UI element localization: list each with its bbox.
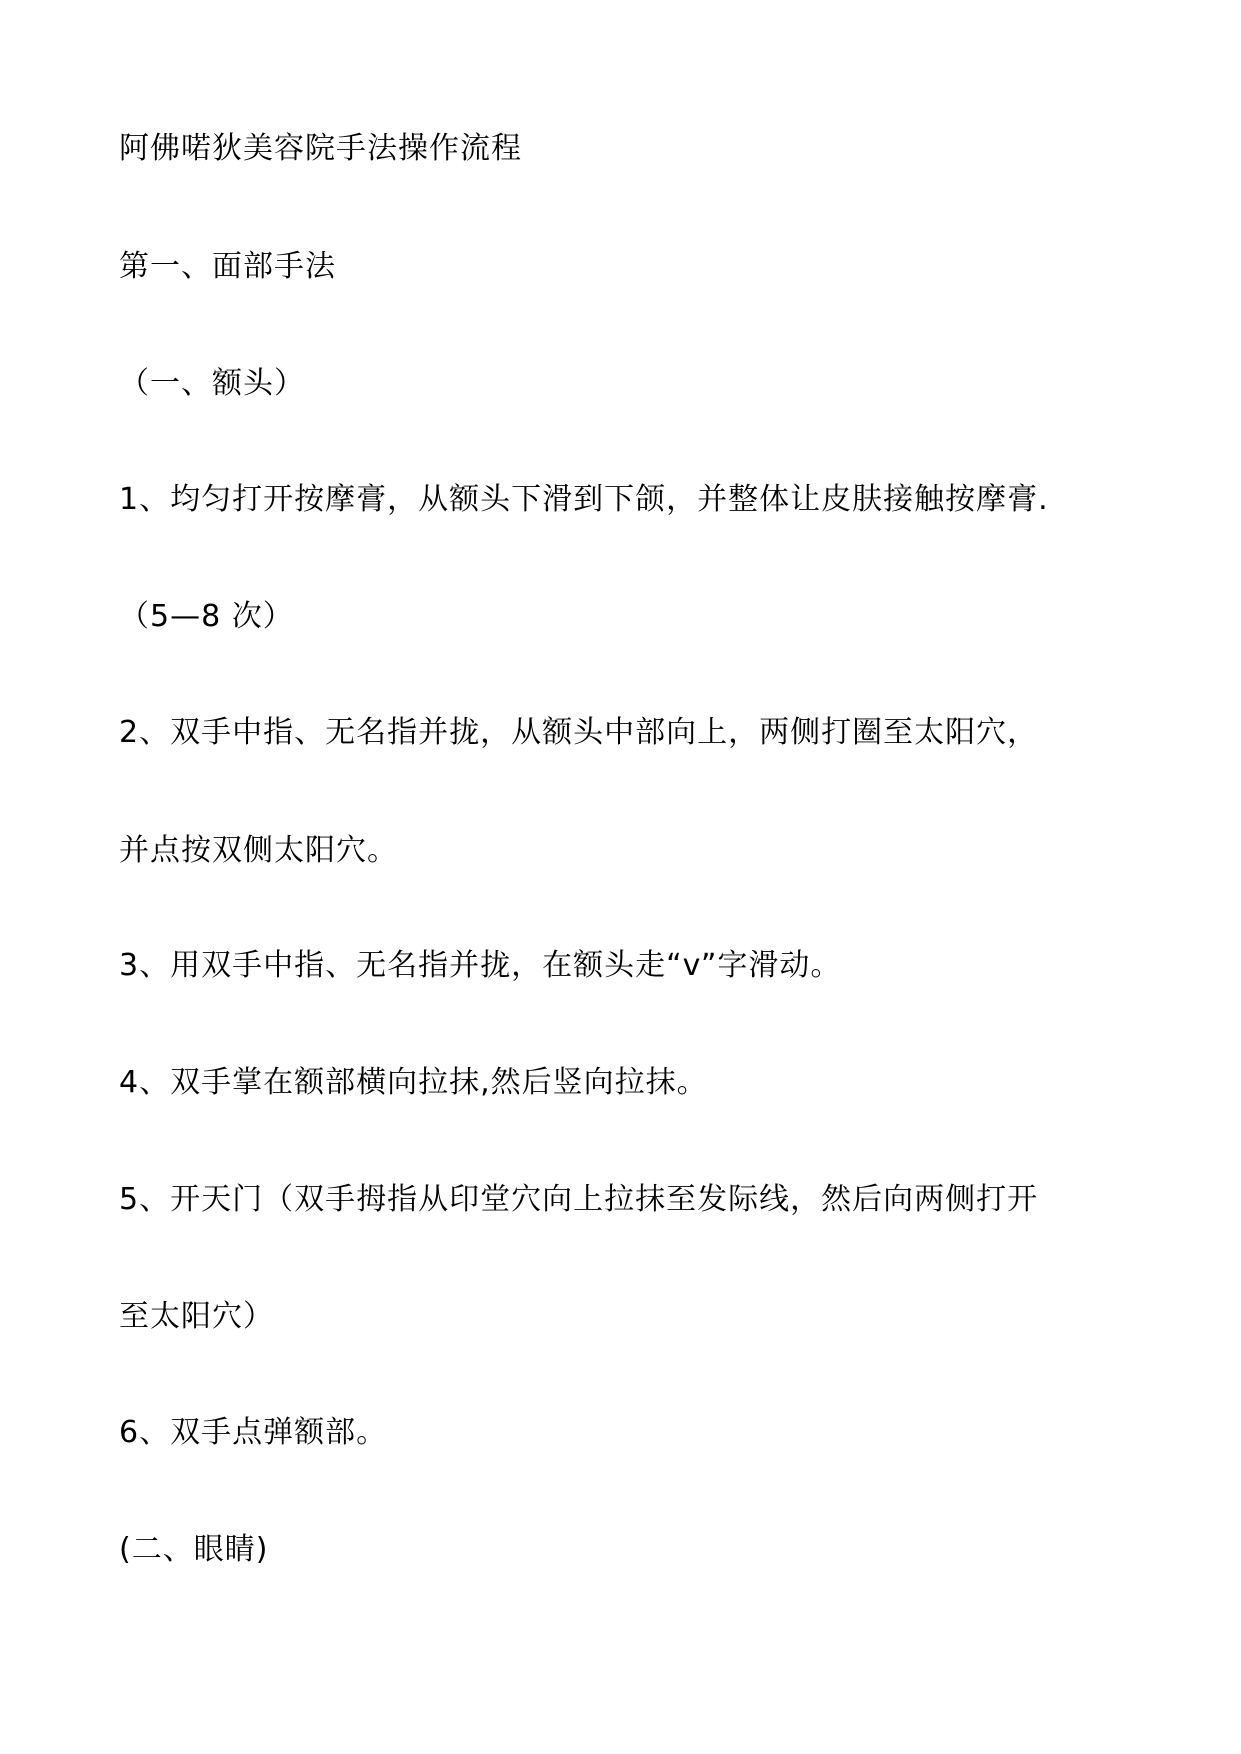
step-5-text: 5、开天门（双手拇指从印堂穴向上拉抹至发际线，然后向两侧打开 <box>119 1182 1039 1217</box>
step-2-continuation: 并点按双侧太阳穴。 <box>119 833 398 868</box>
step-1-repetition: （5—8 次） <box>119 599 294 634</box>
step-5-continuation: 至太阳穴） <box>119 1299 274 1334</box>
subsection-heading-forehead: （一、额头） <box>119 366 305 401</box>
step-4-text: 4、双手掌在额部横向拉抹,然后竖向拉抹。 <box>119 1065 708 1100</box>
step-6-text: 6、双手点弹额部。 <box>119 1415 388 1450</box>
step-3-text: 3、用双手中指、无名指并拢，在额头走“v”字滑动。 <box>119 948 842 983</box>
document-title: 阿佛喏狄美容院手法操作流程 <box>119 131 522 166</box>
step-2-text: 2、双手中指、无名指并拢，从额头中部向上，两侧打圈至太阳穴， <box>119 715 1039 750</box>
step-1-text: 1、均匀打开按摩膏，从额头下滑到下颌，并整体让皮肤接触按摩膏. <box>119 482 1049 517</box>
subsection-heading-eyes: (二、眼睛) <box>119 1532 269 1567</box>
section-heading-face: 第一、面部手法 <box>119 249 336 284</box>
